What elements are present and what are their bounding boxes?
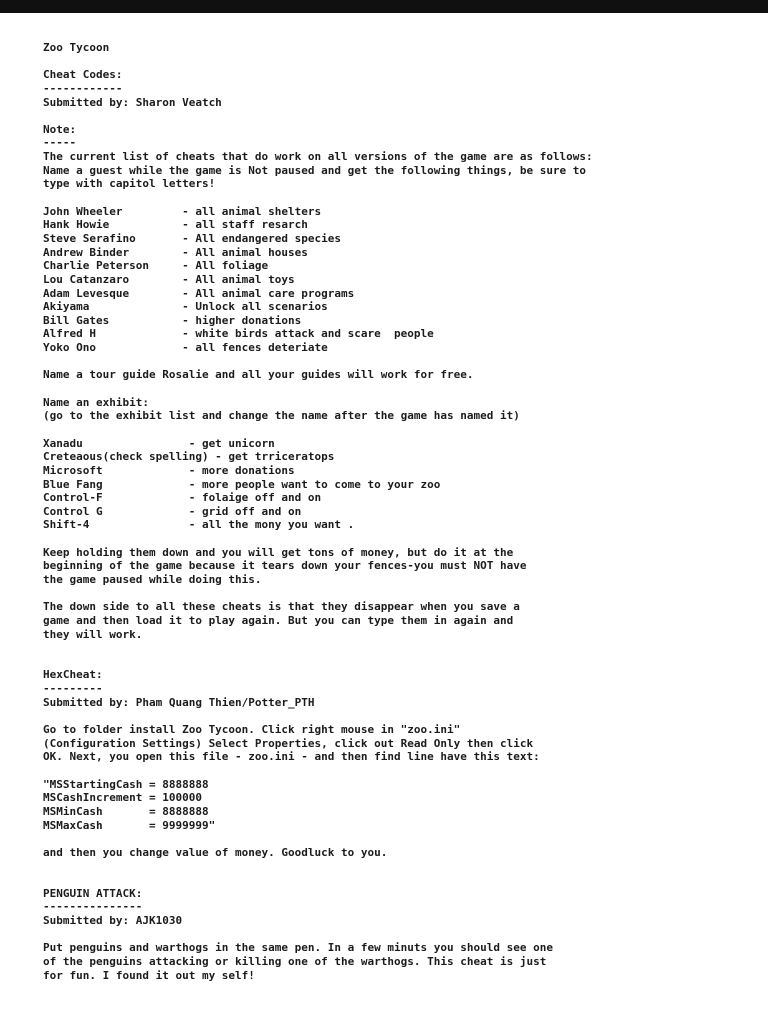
text-line: Name an exhibit: — [43, 395, 149, 409]
text-line: (Configuration Settings) Select Properties, click out Read Only then click — [43, 736, 534, 750]
text-line: MSCashIncrement = 100000 — [43, 791, 202, 805]
document-page — [0, 13, 768, 982]
text-line: and then you change value of money. Goodluck to you. — [43, 845, 388, 859]
text-line: they will work. — [43, 627, 143, 641]
text-line: ------------ — [43, 81, 123, 95]
text-line — [43, 55, 748, 69]
cheat-row: Control-F - folaige off and on — [43, 491, 322, 505]
cheat-row: Akiyama - Unlock all scenarios — [43, 300, 328, 314]
cheat-row: Andrew Binder - All animal houses — [43, 245, 308, 259]
cheat-row: Hank Howie - all staff resarch — [43, 218, 308, 232]
cheat-row: Shift-4 - all the mony you want . — [43, 518, 355, 532]
text-line: OK. Next, you open this file - zoo.ini - and then find line have this text: — [43, 750, 540, 764]
cheat-row: Microsoft - more donations — [43, 463, 295, 477]
text-line: the game paused while doing this. — [43, 572, 262, 586]
text-line: beginning of the game because it tears down your fences-you must NOT have — [43, 559, 527, 573]
cheat-row: Alfred H - white birds attack and scare people — [43, 327, 434, 341]
text-line: --------------- — [43, 900, 143, 914]
text-line: HexCheat: — [43, 668, 103, 682]
cheat-row: Adam Levesque - All animal care programs — [43, 286, 355, 300]
text-line — [43, 191, 748, 205]
text-line — [43, 764, 748, 778]
text-line — [43, 587, 748, 601]
text-line — [43, 832, 748, 846]
text-line: PENGUIN ATTACK: — [43, 886, 143, 900]
cheat-row: Xanadu - get unicorn — [43, 436, 275, 450]
text-line — [43, 709, 748, 723]
text-line: Submitted by: AJK1030 — [43, 914, 183, 927]
viewer-top-bar — [0, 0, 768, 13]
text-line: Put penguins and warthogs in the same pen. In a few minuts you should see one — [43, 941, 553, 955]
text-line: Zoo Tycoon — [43, 41, 110, 54]
text-line: Name a guest while the game is Not paused and get the following things, be sure to — [43, 163, 587, 177]
text-line: for fun. I found it out my self! — [43, 968, 255, 982]
text-line: --------- — [43, 682, 103, 696]
text-line — [43, 109, 748, 123]
text-line: Submitted by: Sharon Veatch — [43, 95, 222, 109]
text-line: Submitted by: Pham Quang Thien/Potter_PTH — [43, 695, 315, 709]
text-line — [43, 382, 748, 396]
cheat-row: Control G - grid off and on — [43, 504, 302, 518]
cheat-row: Steve Serafino - All endangered species — [43, 231, 342, 245]
document-text — [0, 13, 768, 982]
text-line: MSMaxCash = 9999999" — [43, 818, 216, 832]
cheat-row: Creteaous(check spelling) - get trriceratops — [43, 450, 335, 464]
cheat-row: Bill Gates - higher donations — [43, 313, 302, 327]
text-line: Name a tour guide Rosalie and all your guides will work for free. — [43, 368, 474, 382]
text-line: Go to folder install Zoo Tycoon. Click right mouse in "zoo.ini" — [43, 723, 461, 737]
text-line: Keep holding them down and you will get tons of money, but do it at the — [43, 545, 514, 559]
text-line: ----- — [43, 136, 77, 150]
text-line: Note: — [43, 122, 77, 136]
cheat-row: Yoko Ono - all fences deteriate — [43, 341, 328, 355]
text-line: The current list of cheats that do work on all versions of the game are as follows: — [43, 150, 593, 164]
cheat-row: Blue Fang - more people want to come to your zoo — [43, 477, 441, 491]
text-line — [43, 532, 748, 546]
text-line — [43, 655, 748, 669]
text-line: game and then load it to play again. But you can type them in again and — [43, 613, 514, 627]
cheat-row: Lou Catanzaro - All animal toys — [43, 272, 295, 286]
text-line — [43, 928, 748, 942]
text-line — [43, 873, 748, 887]
text-line — [43, 423, 748, 437]
text-line — [43, 859, 748, 873]
text-line: of the penguins attacking or killing one of the warthogs. This cheat is just — [43, 954, 547, 968]
text-line: type with capitol letters! — [43, 177, 216, 191]
text-line: Cheat Codes: — [43, 68, 123, 82]
text-line: The down side to all these cheats is that they disappear when you save a — [43, 600, 520, 614]
text-line: "MSStartingCash = 8888888 — [43, 777, 209, 791]
cheat-row: Charlie Peterson - All foliage — [43, 259, 269, 273]
text-line — [43, 641, 748, 655]
text-line: MSMinCash = 8888888 — [43, 804, 209, 818]
text-line: (go to the exhibit list and change the name after the game has named it) — [43, 409, 520, 423]
cheat-row: John Wheeler - all animal shelters — [43, 204, 322, 218]
text-line — [43, 355, 748, 369]
